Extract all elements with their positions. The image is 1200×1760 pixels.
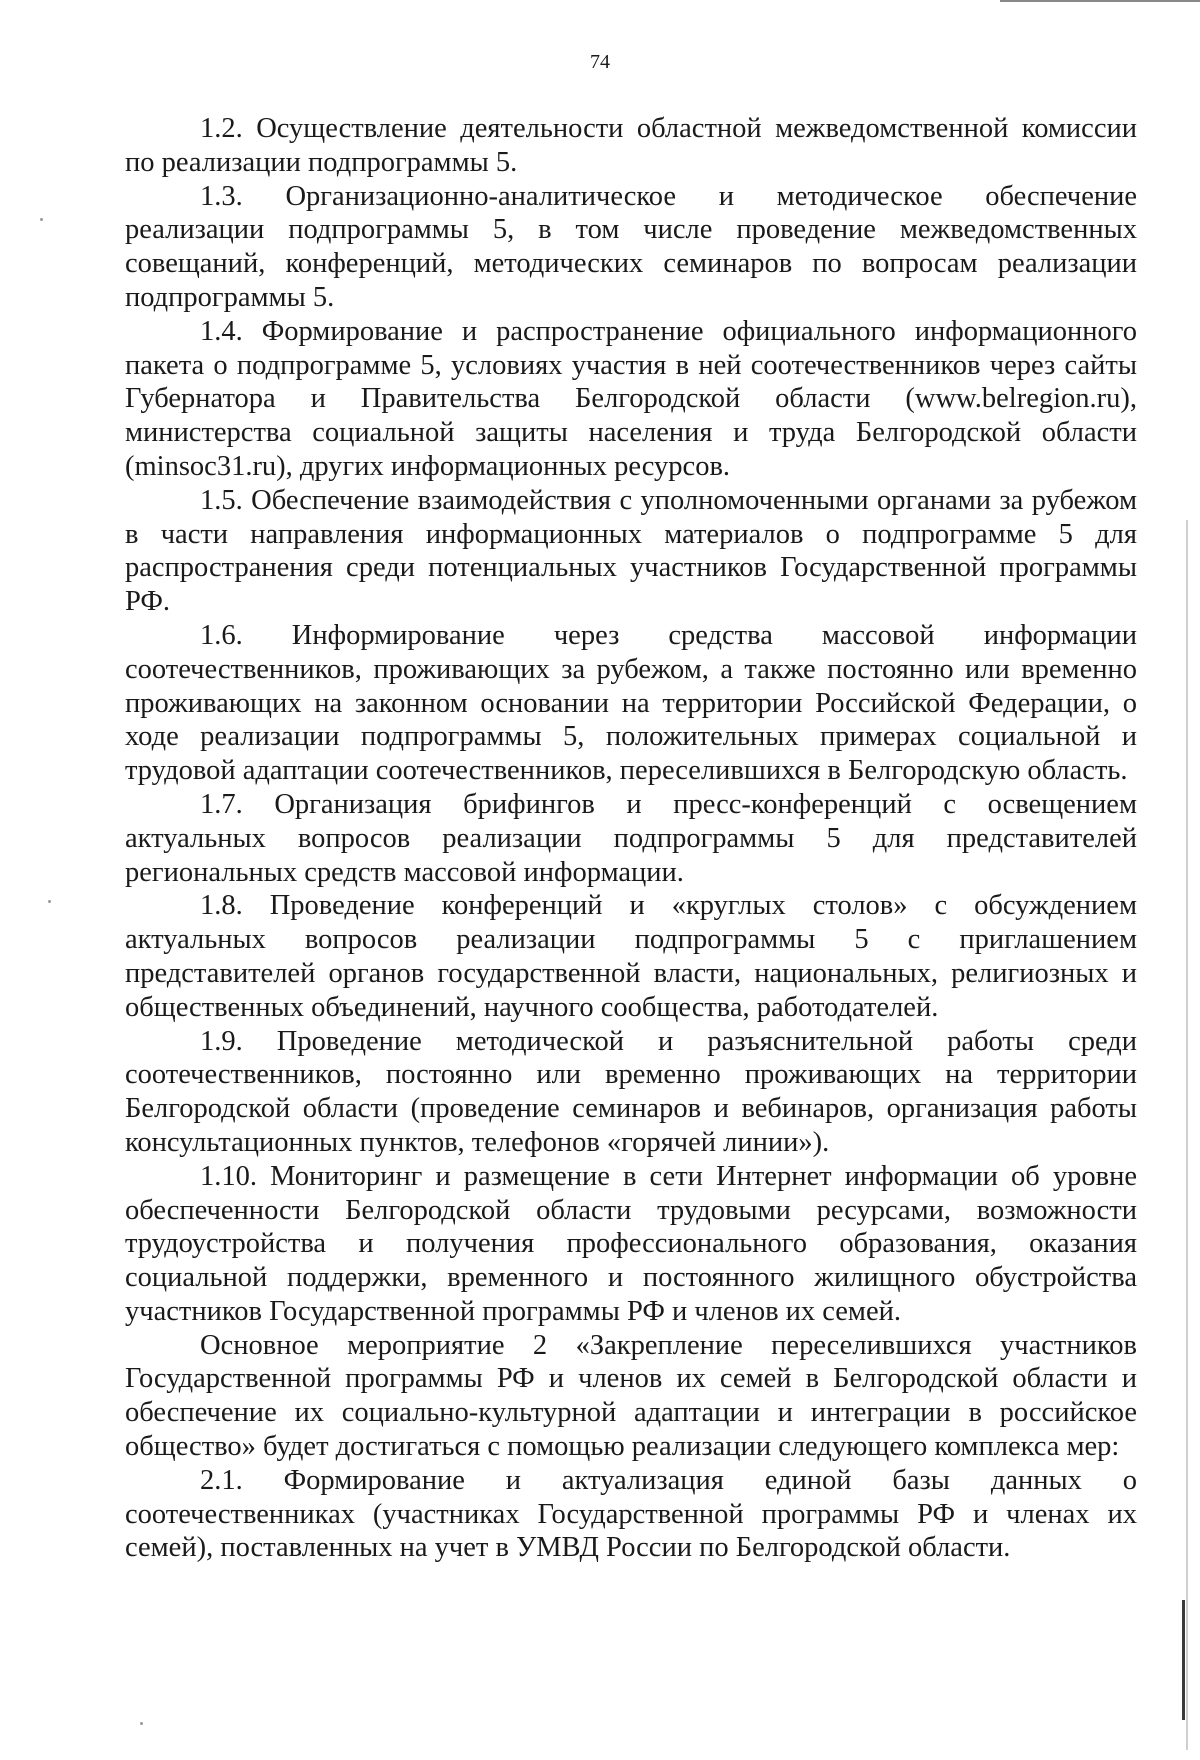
scan-speck [140,1722,143,1725]
page-number: 74 [590,51,610,73]
document-body [125,112,1137,1565]
paragraph-1-3: 1.3. Организационно-аналитическое и методическое обеспечение реализации подпрограммы 5, в том числе проведение межведомственных совещаний, конференций, методических семинаров по вопросам реализации подпрограммы 5. [125,180,1137,313]
paragraph-1-4: 1.4. Формирование и распространение официального информационного пакета о подпрограмме 5, условиях участия в ней соотечественников через сайты Губернатора и Правительства Белгородской области (www.belregion.ru), министерства социальной защиты населения и труда Белгородской области (minsoc31.ru), других информационных ресурсов. [125,315,1137,482]
paragraph-1-5: 1.5. Обеспечение взаимодействия с уполномоченными органами за рубежом в части направления информационных материалов о подпрограмме 5 для распространения среди потенциальных участников Государственной программы РФ. [125,484,1137,618]
paragraph-1-10: 1.10. Мониторинг и размещение в сети Интернет информации об уровне обеспеченности Белгородской области трудовыми ресурсами, возможности трудоустройства и получения профессионального образования, оказания социальной поддержки, временного и постоянного жилищного обустройства участников Государственной программы РФ и членов их семей. [125,1160,1137,1327]
paragraph-2-1: 2.1. Формирование и актуализация единой базы данных о соотечественниках (участниках Государственной программы РФ и членах их семей), поставленных на учет в УМВД России по Белгородской области. [125,1464,1137,1564]
scan-mark-bottom [1182,1600,1185,1720]
paragraph-1-2: 1.2. Осуществление деятельности областной межведомственной комиссии по реализации подпрограммы 5. [125,113,1137,178]
scan-edge-right [1186,520,1188,1750]
paragraph-main-activity-2: Основное мероприятие 2 «Закрепление переселившихся участников Государственной программы РФ и членов их семей в Белгородской области и обеспечение их социально-культурной адаптации и интеграции в российское общество» будет достигаться с помощью реализации следующего комплекса мер: [125,1329,1137,1463]
scan-speck [48,900,51,903]
scan-edge-top [1000,0,1200,2]
paragraph-1-7: 1.7. Организация брифингов и пресс-конференций с освещением актуальных вопросов реализации подпрограммы 5 для представителей региональных средств массовой информации. [125,788,1137,888]
scan-speck [40,218,43,221]
paragraph-1-6: 1.6. Информирование через средства массовой информации соотечественников, проживающих за рубежом, а также постоянно или временно проживающих на законном основании на территории Российской Федерации, о ходе реализации подпрограммы 5, положительных примерах социальной и трудовой адаптации соотечественников, переселившихся в Белгородскую область. [125,619,1137,787]
paragraph-1-9: 1.9. Проведение методической и разъяснительной работы среди соотечественников, постоянно или временно проживающих на территории Белгородской области (проведение семинаров и вебинаров, организация работы консультационных пунктов, телефонов «горячей линии»). [125,1025,1137,1158]
paragraph-1-8: 1.8. Проведение конференций и «круглых столов» с обсуждением актуальных вопросов реализации подпрограммы 5 с приглашением представителей органов государственной власти, национальных, религиозных и общественных объединений, научного сообщества, работодателей. [125,890,1137,1023]
